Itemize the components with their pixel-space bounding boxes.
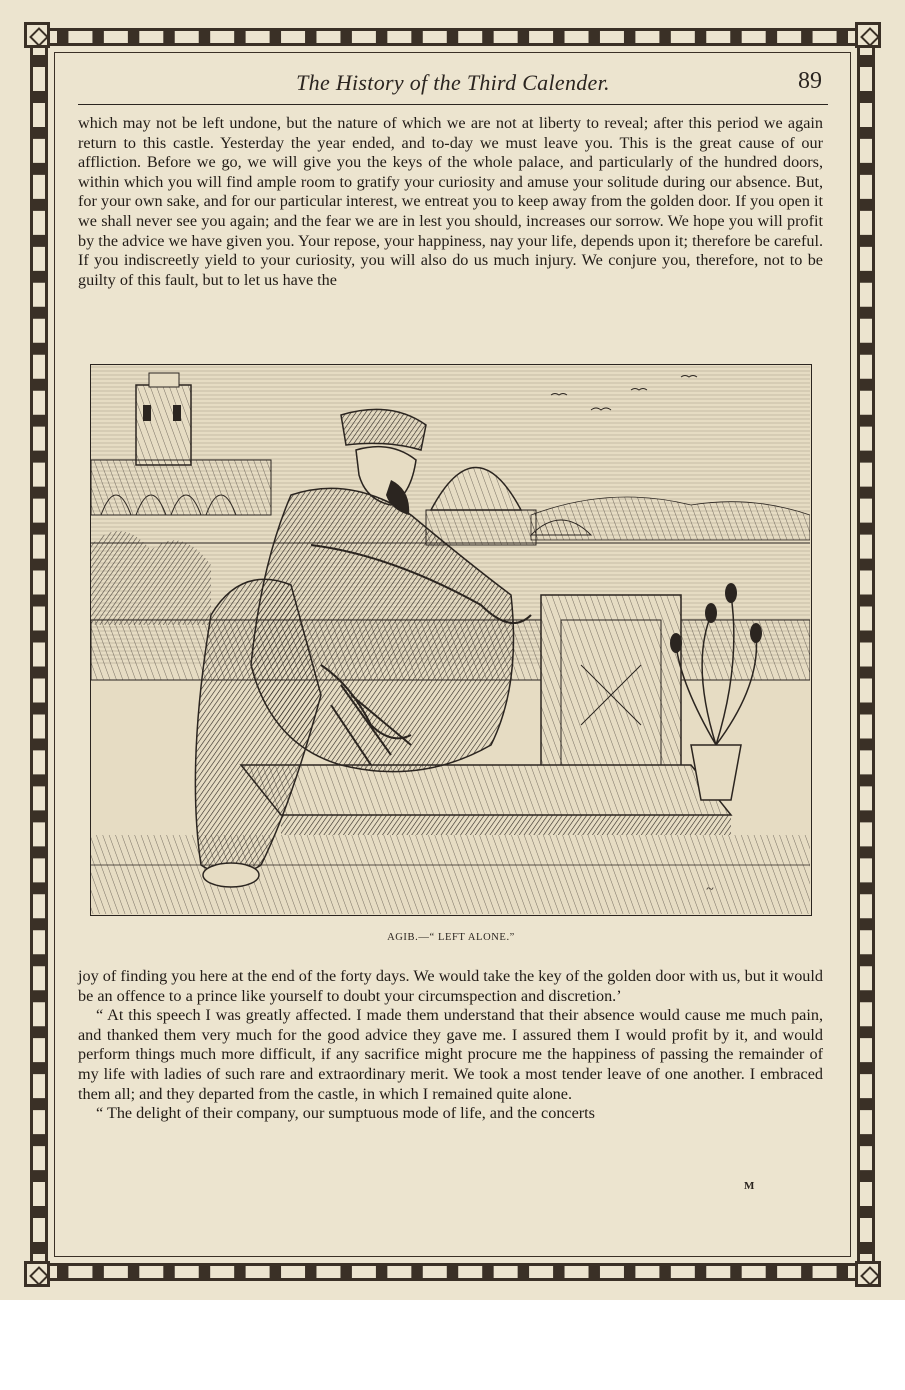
- artist-monogram: ~: [706, 882, 714, 897]
- page-number: 89: [798, 68, 822, 94]
- printer-signature-mark: M: [744, 1180, 755, 1192]
- border-corner-ornament: [855, 1261, 881, 1287]
- illustration-caption: AGIB.—“ LEFT ALONE.”: [387, 932, 515, 943]
- border-corner-ornament: [24, 1261, 50, 1287]
- paragraph: “ At this speech I was greatly affected. I made them understand that their absence would cause me much pain, and thanked them very much for the good advice they gave me. I assured them I would profit by it, and would perform things much more difficult, if any sacrifice might procure me the happiness of passing the remainder of my life with ladies of such rare and extraordinary merit. We took a most tender leave of one another. I embraced them all; and they departed from the castle, in which I remained quite alone.: [78, 1006, 823, 1103]
- paragraph: joy of finding you here at the end of the forty days. We would take the key of the golden door with us, but it would be an offence to a prince like yourself to doubt your circumspection and discretion.’: [78, 967, 823, 1005]
- tower-drawing: [136, 373, 191, 465]
- paragraph: which may not be left undone, but the nature of which we are not at liberty to reveal; after this period we again return to this castle. Yesterday the year ended, and to-day we must leave you. This is the great cause of our affliction. Before we go, we will give you the keys of the whole palace, and particularly of the hundred doors, within which you will find ample room to gratify your curiosity and amuse your solitude during our absence. But, for your own sake, and for our particular interest, we entreat you to keep away from the golden door. If you open it we shall never see you again; and the fear we are in lest you should, increases our sorrow. We hope you will profit by the advice we have given you. Your repose, your happiness, nay your life, depends upon it; therefore be careful. If you indiscreetly yield to your curiosity, you will also do us much injury. We conjure you, therefore, not to be guilty of this fault, but to let us have the: [78, 114, 823, 289]
- running-title: The History of the Third Calender.: [296, 70, 610, 95]
- engraving-illustration: [90, 364, 812, 916]
- border-corner-ornament: [855, 22, 881, 48]
- body-text-top: [78, 114, 823, 290]
- engraving-drawing: [91, 365, 810, 914]
- border-corner-ornament: [24, 22, 50, 48]
- paragraph: “ The delight of their company, our sumptuous mode of life, and the concerts: [96, 1104, 595, 1123]
- body-text-bottom: [78, 967, 823, 1124]
- running-header: [78, 64, 828, 105]
- blank-footer-band: [0, 1300, 905, 1390]
